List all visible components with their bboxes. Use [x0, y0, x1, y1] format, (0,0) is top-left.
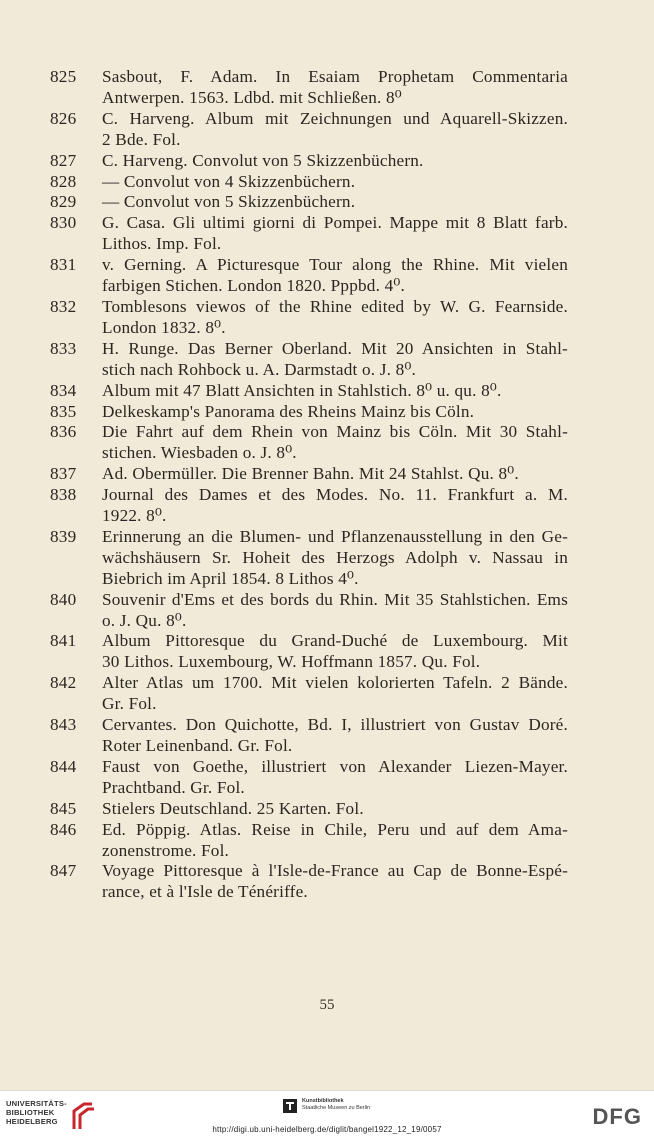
- entry-line: Antwerpen. 1563. Ldbd. mit Schließen. 8⁰: [102, 87, 402, 107]
- entry-line: — Convolut von 5 Skizzenbüchern.: [102, 192, 356, 212]
- entry-text: [102, 673, 568, 715]
- catalog-entry: [48, 799, 568, 820]
- entry-line: stich nach Rohbock u. A. Darmstadt o. J. 8⁰.: [102, 359, 417, 379]
- entry-text: [102, 192, 568, 213]
- entry-line: Ad. Obermüller. Die Brenner Bahn. Mit 24 Stahlst. Qu. 8⁰.: [102, 464, 519, 484]
- entry-text: [102, 590, 568, 632]
- viewer-footer: [0, 1090, 654, 1136]
- entry-line: G. Casa. Gli ultimi giorni di Pompei. Mappe mit 8 Blatt farb.: [102, 213, 568, 233]
- entry-line: Roter Leinenband. Gr. Fol.: [102, 736, 293, 755]
- dfg-logo[interactable]: DFG: [592, 1104, 642, 1129]
- entry-line: H. Runge. Das Berner Oberland. Mit 20 Ansichten in Stahl-: [102, 338, 568, 358]
- entry-line: Erinnerung an die Blumen- und Pflanzenausstellung in den Ge-: [102, 526, 568, 546]
- entry-line: Delkeskamp's Panorama des Rheins Mainz bis Cöln.: [102, 401, 475, 421]
- catalog-entry: [48, 67, 568, 109]
- entry-number: 842: [50, 673, 77, 693]
- entry-number: 836: [50, 422, 77, 442]
- entry-line: stichen. Wiesbaden o. J. 8⁰.: [102, 443, 297, 463]
- entry-number: 847: [50, 861, 77, 881]
- entry-line: London 1832. 8⁰.: [102, 317, 226, 337]
- entry-line: o. J. Qu. 8⁰.: [102, 610, 187, 630]
- entry-number: 834: [50, 380, 77, 400]
- page-number: 55: [319, 997, 335, 1013]
- entry-text: [102, 381, 568, 402]
- entry-text: [102, 861, 568, 903]
- catalog-entry: [48, 422, 568, 464]
- catalog-entry: [48, 297, 568, 339]
- catalog-entry: [48, 861, 568, 903]
- entry-text: [102, 820, 568, 862]
- catalog-entry: [48, 631, 568, 673]
- entry-number: 846: [50, 819, 77, 839]
- entry-line: C. Harveng. Album mit Zeichnungen und Aquarell-Skizzen.: [102, 108, 568, 128]
- entry-text: [102, 485, 568, 527]
- entry-line: farbigen Stichen. London 1820. Pppbd. 4⁰.: [102, 276, 405, 296]
- entry-line: Ed. Pöppig. Atlas. Reise in Chile, Peru und auf dem Ama-: [102, 819, 568, 839]
- catalog-entry: [48, 464, 568, 485]
- entry-line: Souvenir d'Ems et des bords du Rhin. Mit 35 Stahlstichen. Ems: [102, 589, 568, 609]
- entry-number: 828: [50, 171, 77, 191]
- entry-number: 840: [50, 589, 77, 609]
- entry-line: — Convolut von 4 Skizzenbüchern.: [102, 171, 356, 191]
- entry-line: Lithos. Imp. Fol.: [102, 234, 222, 254]
- entry-number: 833: [50, 338, 77, 358]
- entry-line: Die Fahrt auf dem Rhein von Mainz bis Cöln. Mit 30 Stahl-: [102, 422, 568, 442]
- entry-number: 832: [50, 296, 77, 316]
- entry-text: [102, 339, 568, 381]
- catalog-entry: [48, 255, 568, 297]
- catalog-entry: [48, 673, 568, 715]
- entry-text: [102, 422, 568, 464]
- entry-text: [102, 402, 568, 423]
- catalog-entry: [48, 213, 568, 255]
- entry-line: Tomblesons viewos of the Rhine edited by W. G. Fearnside.: [102, 296, 568, 316]
- catalog-entry: [48, 151, 568, 172]
- catalog-entry: [48, 172, 568, 193]
- entry-line: Stielers Deutschland. 25 Karten. Fol.: [102, 798, 364, 818]
- kunstbibliothek-logo[interactable]: [283, 1097, 393, 1121]
- entry-text: [102, 715, 568, 757]
- entry-number: 838: [50, 485, 77, 505]
- entry-line: Sasbout, F. Adam. In Esaiam Prophetam Commentaria: [102, 67, 568, 86]
- entry-line: Biebrich im April 1854. 8 Lithos 4⁰.: [102, 568, 359, 588]
- catalog-list: [48, 67, 568, 903]
- catalog-entry: [48, 109, 568, 151]
- catalog-entry: [48, 527, 568, 590]
- source-url[interactable]: http://digi.ub.uni-heidelberg.de/diglit/bangel1922_12_19/0057: [212, 1125, 442, 1134]
- catalog-entry: [48, 715, 568, 757]
- entry-number: 829: [50, 192, 77, 212]
- catalog-entry: [48, 485, 568, 527]
- entry-line: rance, et à l'Isle de Ténériffe.: [102, 882, 308, 902]
- entry-line: Gr. Fol.: [102, 694, 157, 714]
- entry-number: 827: [50, 150, 77, 170]
- entry-text: [102, 151, 568, 172]
- catalog-entry: [48, 192, 568, 213]
- entry-line: zonenstrome. Fol.: [102, 840, 230, 860]
- entry-line: Alter Atlas um 1700. Mit vielen kolorierten Tafeln. 2 Bände.: [102, 673, 568, 693]
- entry-number: 825: [50, 67, 77, 86]
- entry-number: 845: [50, 798, 77, 818]
- catalog-entry: [48, 402, 568, 423]
- kunstbibliothek-emblem-icon: [283, 1099, 297, 1113]
- entry-number: 837: [50, 464, 77, 484]
- ub-heidelberg-wordmark: UNIVERSITÄTS- BIBLIOTHEK HEIDELBERG: [6, 1099, 67, 1126]
- entry-number: 826: [50, 108, 77, 128]
- entry-line: 1922. 8⁰.: [102, 506, 167, 526]
- entry-text: [102, 213, 568, 255]
- entry-number: 843: [50, 715, 77, 735]
- entry-line: Voyage Pittoresque à l'Isle-de-France au Cap de Bonne-Espé-: [102, 861, 568, 881]
- catalog-entry: [48, 820, 568, 862]
- entry-number: 844: [50, 756, 77, 776]
- catalog-entry: [48, 381, 568, 402]
- entry-text: [102, 255, 568, 297]
- entry-number: 831: [50, 255, 77, 275]
- entry-number: 835: [50, 401, 77, 421]
- entry-text: [102, 109, 568, 151]
- entry-text: [102, 631, 568, 673]
- entry-line: wächshäusern Sr. Hoheit des Herzogs Adolph v. Nassau in: [102, 547, 568, 567]
- entry-text: [102, 172, 568, 193]
- catalog-entry: [48, 757, 568, 799]
- entry-line: C. Harveng. Convolut von 5 Skizzenbüchern.: [102, 150, 424, 170]
- entry-line: Album Pittoresque du Grand-Duché de Luxembourg. Mit: [102, 631, 568, 651]
- entry-number: 830: [50, 213, 77, 233]
- entry-line: Journal des Dames et des Modes. No. 11. Frankfurt a. M.: [102, 485, 568, 505]
- entry-line: 30 Lithos. Luxembourg, W. Hoffmann 1857. Qu. Fol.: [102, 652, 481, 672]
- entry-line: v. Gerning. A Picturesque Tour along the Rhine. Mit vielen: [102, 255, 568, 275]
- entry-line: Faust von Goethe, illustriert von Alexander Liezen-Mayer.: [102, 756, 568, 776]
- entry-line: Prachtband. Gr. Fol.: [102, 777, 245, 797]
- entry-text: [102, 464, 568, 485]
- entry-line: 2 Bde. Fol.: [102, 129, 181, 149]
- catalog-entry: [48, 339, 568, 381]
- catalog-entry: [48, 590, 568, 632]
- entry-number: 841: [50, 631, 77, 651]
- entry-line: Cervantes. Don Quichotte, Bd. I, illustriert von Gustav Doré.: [102, 715, 568, 735]
- entry-text: [102, 297, 568, 339]
- entry-text: [102, 799, 568, 820]
- entry-number: 839: [50, 526, 77, 546]
- entry-text: [102, 67, 568, 109]
- kunstbibliothek-wordmark: Kunstbibliothek Staatliche Museen zu Berlin: [302, 1098, 371, 1111]
- entry-text: [102, 527, 568, 590]
- entry-text: [102, 757, 568, 799]
- entry-line: Album mit 47 Blatt Ansichten in Stahlstich. 8⁰ u. qu. 8⁰.: [102, 380, 502, 400]
